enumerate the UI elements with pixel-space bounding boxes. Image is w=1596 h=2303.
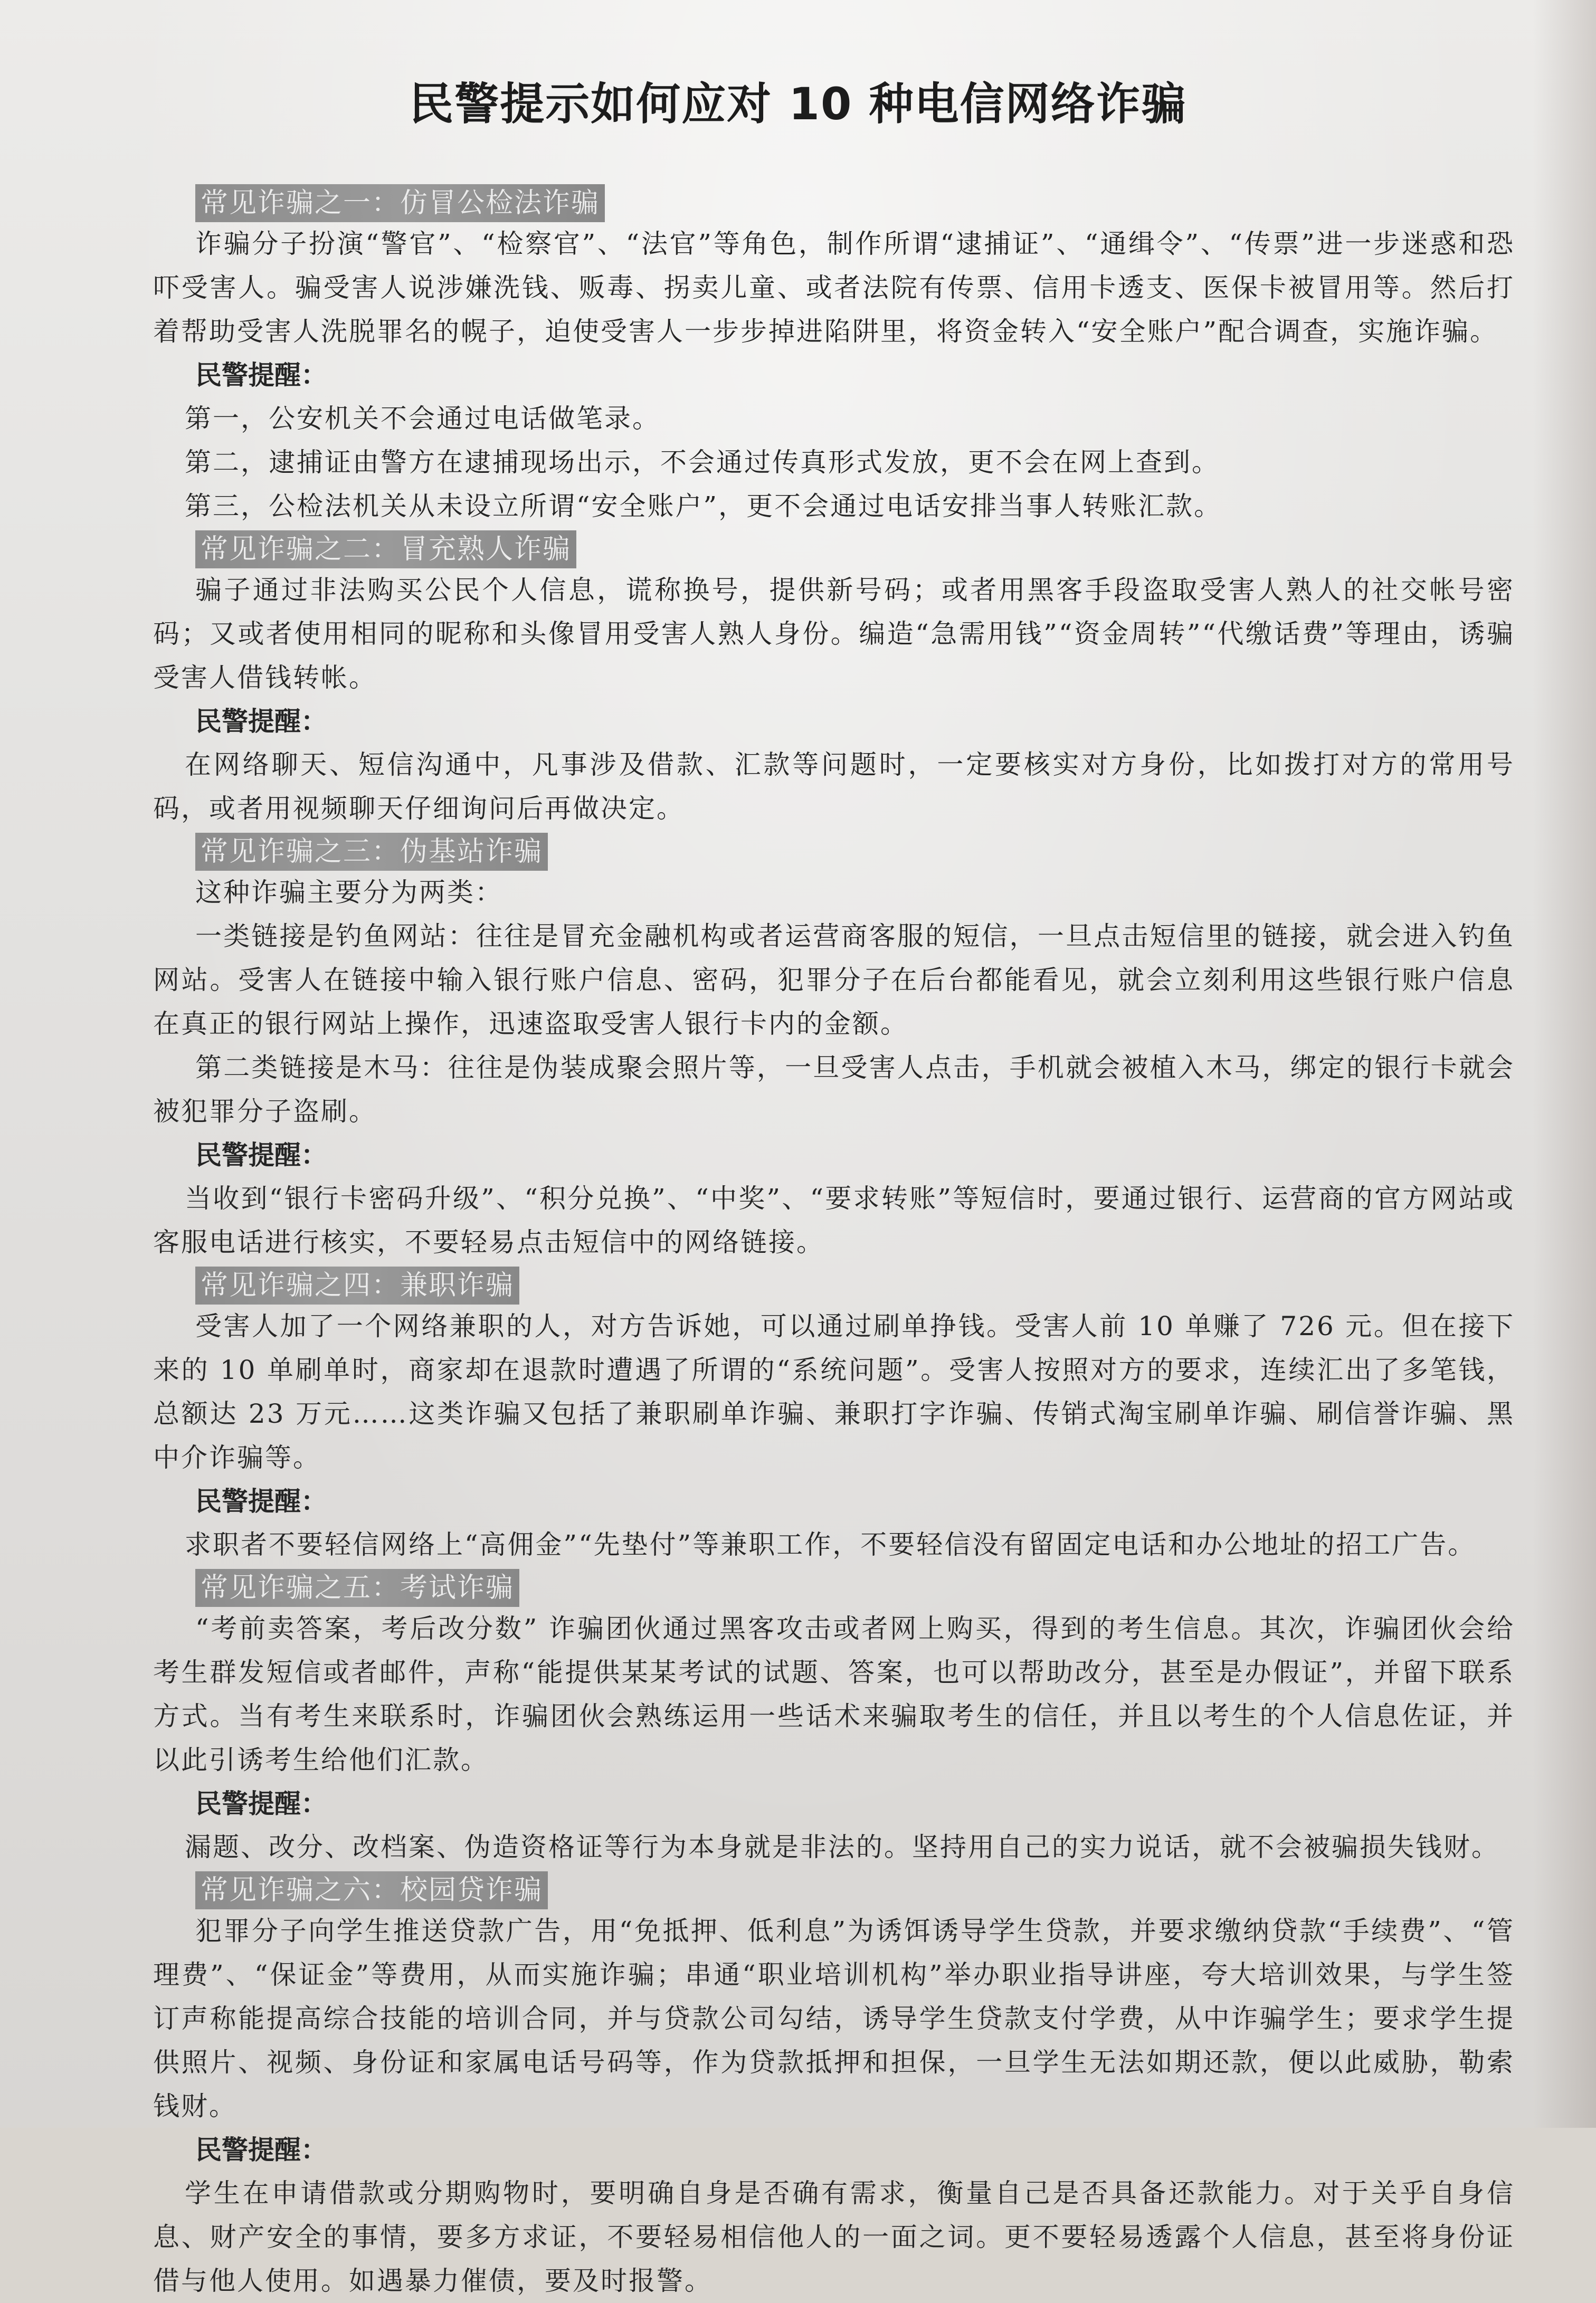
section-3 — [153, 831, 1515, 1264]
section-paragraph: 这种诈骗主要分为两类： — [195, 877, 503, 908]
police-tip-line: 在网络聊天、短信沟通中，凡事涉及借款、汇款等问题时，一定要核实对方身份，比如拨打对方的常用号码，或者用视频聊天仔细询问后再做决定。 — [153, 749, 1515, 824]
section-heading: 常见诈骗之六：校园贷诈骗 — [195, 1871, 548, 1909]
section-5 — [153, 1567, 1515, 1869]
police-tip-line: 学生在申请借款或分期购物时，要明确自身是否确有需求，衡量自己是否具备还款能力。对于关乎自身信息、财产安全的事情，要多方求证，不要轻易相信他人的一面之词。更不要轻易透露个人信息，甚至将身份证借与他人使用。如遇暴力催债，要及时报警。 — [153, 2178, 1515, 2296]
police-tip-title: 民警提醒： — [195, 1788, 327, 1819]
police-tip-title: 民警提醒： — [195, 706, 327, 737]
document-body — [153, 182, 1515, 2303]
section-6 — [153, 1869, 1515, 2303]
section-paragraph: 诈骗分子扮演“警官”、“检察官”、“法官”等角色，制作所谓“逮捕证”、“通缉令”、“传票”进一步迷惑和恐吓受害人。骗受害人说涉嫌洗钱、贩毒、拐卖儿童、或者法院有传票、信用卡透支、医保卡被冒用等。然后打着帮助受害人洗脱罪名的幌子，迫使受害人一步步掉进陷阱里，将资金转入“安全账户”配合调查，实施诈骗。 — [153, 229, 1515, 347]
police-tip-line: 第二，逮捕证由警方在逮捕现场出示，不会通过传真形式发放，更不会在网上查到。 — [185, 447, 1220, 478]
section-paragraph: 受害人加了一个网络兼职的人，对方告诉她，可以通过刷单挣钱。受害人前 10 单赚了 726 元。但在接下来的 10 单刷单时，商家却在退款时遭遇了所谓的“系统问题”。受害人按照对方的要求，连续汇出了多笔钱，总额达 23 万元……这类诈骗又包括了兼职刷单诈骗、兼职打字诈骗、传销式淘宝刷单诈骗、刷信誉诈骗、黑中介诈骗等。 — [153, 1311, 1515, 1473]
police-tip-line: 第三，公检法机关从未设立所谓“安全账户”，更不会通过电话安排当事人转账汇款。 — [185, 491, 1222, 521]
document-title: 民警提示如何应对 10 种电信网络诈骗 — [409, 78, 1187, 130]
section-4 — [153, 1264, 1515, 1567]
police-tip-line: 第一，公安机关不会通过电话做笔录。 — [185, 403, 660, 434]
section-heading: 常见诈骗之一：仿冒公检法诈骗 — [195, 184, 605, 222]
police-tip-title: 民警提醒： — [195, 2135, 327, 2165]
police-tip-title: 民警提醒： — [195, 1486, 327, 1517]
section-paragraph: 第二类链接是木马：往往是伪装成聚会照片等，一旦受害人点击，手机就会被植入木马，绑定的银行卡就会被犯罪分子盗刷。 — [153, 1052, 1515, 1127]
police-tip-title: 民警提醒： — [195, 360, 327, 391]
section-heading: 常见诈骗之三：伪基站诈骗 — [195, 833, 548, 871]
police-tip-line: 当收到“银行卡密码升级”、“积分兑换”、“中奖”、“要求转账”等短信时，要通过银行、运营商的官方网站或客服电话进行核实，不要轻易点击短信中的网络链接。 — [153, 1183, 1515, 1258]
section-heading: 常见诈骗之五：考试诈骗 — [195, 1569, 519, 1607]
section-heading: 常见诈骗之四：兼职诈骗 — [195, 1267, 519, 1305]
police-tip-line: 漏题、改分、改档案、伪造资格证等行为本身就是非法的。坚持用自己的实力说话，就不会被骗损失钱财。 — [185, 1832, 1499, 1862]
police-tip-title: 民警提醒： — [195, 1140, 327, 1170]
section-paragraph: “考前卖答案，考后改分数” 诈骗团伙通过黑客攻击或者网上购买，得到的考生信息。其次，诈骗团伙会给考生群发短信或者邮件，声称“能提供某某考试的试题、答案，也可以帮助改分，甚至是办假证”，并留下联系方式。当有考生来联系时，诈骗团伙会熟练运用一些话术来骗取考生的信任，并且以考生的个人信息佐证，并以此引诱考生给他们汇款。 — [153, 1613, 1515, 1775]
page-edge-shadow — [1533, 0, 1596, 2128]
section-heading: 常见诈骗之二：冒充熟人诈骗 — [195, 530, 576, 568]
section-2 — [153, 528, 1515, 831]
section-1 — [153, 182, 1515, 528]
section-paragraph: 骗子通过非法购买公民个人信息，谎称换号，提供新号码；或者用黑客手段盗取受害人熟人的社交帐号密码；又或者使用相同的昵称和头像冒用受害人熟人身份。编造“急需用钱”“资金周转”“代缴话费”等理由，诱骗受害人借钱转帐。 — [153, 575, 1515, 693]
section-paragraph: 一类链接是钓鱼网站：往往是冒充金融机构或者运营商客服的短信，一旦点击短信里的链接，就会进入钓鱼网站。受害人在链接中输入银行账户信息、密码，犯罪分子在后台都能看见，就会立刻利用这些银行账户信息在真正的银行网站上操作，迅速盗取受害人银行卡内的金额。 — [153, 921, 1515, 1039]
police-tip-line: 求职者不要轻信网络上“高佣金”“先垫付”等兼职工作，不要轻信没有留固定电话和办公地址的招工广告。 — [185, 1529, 1476, 1560]
section-paragraph: 犯罪分子向学生推送贷款广告，用“免抵押、低利息”为诱饵诱导学生贷款，并要求缴纳贷款“手续费”、“管理费”、“保证金”等费用，从而实施诈骗；串通“职业培训机构”举办职业指导讲座，夸大培训效果，与学生签订声称能提高综合技能的培训合同，并与贷款公司勾结，诱导学生贷款支付学费，从中诈骗学生；要求学生提供照片、视频、身份证和家属电话号码等，作为贷款抵押和担保，一旦学生无法如期还款，便以此威胁，勒索钱财。 — [153, 1916, 1515, 2121]
